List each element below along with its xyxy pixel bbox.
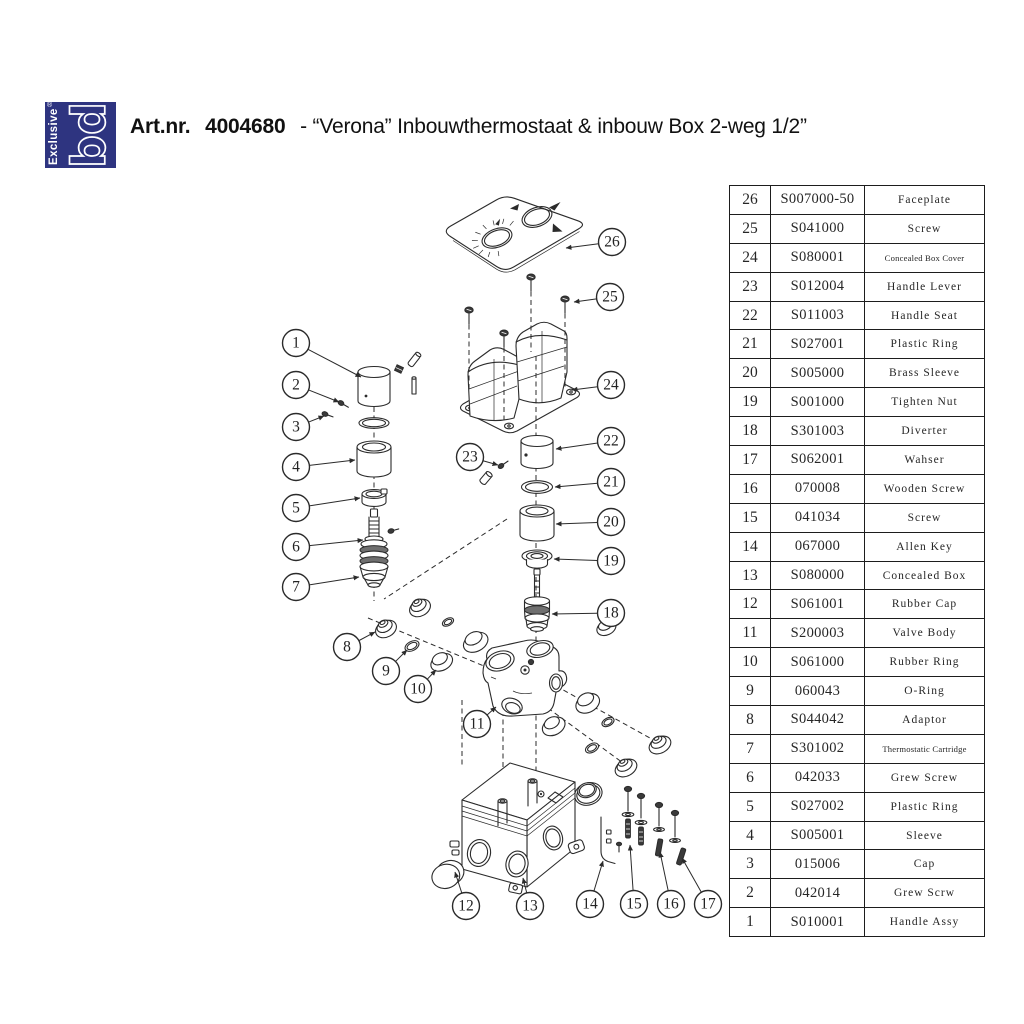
part-name-cell: Wahser xyxy=(904,453,945,466)
callout-6 xyxy=(283,534,364,561)
part-code-cell: S041000 xyxy=(771,215,865,243)
part-name-cell: Screw xyxy=(907,222,942,235)
callout-25 xyxy=(574,284,624,311)
part-code-cell: S044042 xyxy=(771,706,865,734)
part-code-cell: S200003 xyxy=(771,619,865,647)
callout-21 xyxy=(555,469,625,496)
item-number-cell: 15 xyxy=(730,504,771,532)
valve-body-drawing xyxy=(483,638,567,717)
svg-text:16: 16 xyxy=(663,895,679,913)
svg-text:18: 18 xyxy=(603,604,619,622)
svg-text:21: 21 xyxy=(603,473,619,491)
part-name-cell: Allen Key xyxy=(896,540,953,553)
callout-7 xyxy=(283,574,360,601)
svg-text:15: 15 xyxy=(626,895,642,913)
table-row xyxy=(730,619,984,648)
parts-list-table xyxy=(729,185,985,937)
callout-17 xyxy=(682,858,722,918)
part-name-cell: Tighten Nut xyxy=(891,396,958,409)
table-row xyxy=(730,504,984,533)
callout-19 xyxy=(554,548,625,575)
callout-26 xyxy=(566,229,626,256)
part-code-cell: 015006 xyxy=(771,850,865,878)
table-row xyxy=(730,793,984,822)
svg-text:3: 3 xyxy=(292,418,300,436)
svg-text:12: 12 xyxy=(458,897,474,915)
part-name-cell: Valve Body xyxy=(892,627,957,640)
svg-text:6: 6 xyxy=(292,538,300,556)
callout-11 xyxy=(464,707,497,738)
svg-text:11: 11 xyxy=(469,715,485,733)
item-number-cell: 2 xyxy=(730,879,771,907)
part-name-cell: Plastic Ring xyxy=(890,800,959,813)
part-code-cell: S080000 xyxy=(771,562,865,590)
svg-text:14: 14 xyxy=(582,895,598,913)
faceplate-drawing xyxy=(446,197,582,272)
table-row xyxy=(730,244,984,273)
part-code-cell: S007000-50 xyxy=(771,186,865,214)
part-code-cell: S301002 xyxy=(771,735,865,763)
part-name-cell: Sleeve xyxy=(906,829,943,842)
item-number-cell: 10 xyxy=(730,648,771,676)
item-number-cell: 22 xyxy=(730,302,771,330)
callout-23 xyxy=(457,444,499,471)
svg-text:22: 22 xyxy=(603,432,619,450)
callout-10 xyxy=(405,670,437,703)
registered-trademark-icon: ® xyxy=(47,102,53,109)
part-name-cell: Screw xyxy=(907,511,942,524)
callout-18 xyxy=(552,600,625,627)
part-code-cell: S027002 xyxy=(771,793,865,821)
callout-22 xyxy=(556,428,625,455)
handle-assembly-drawing xyxy=(321,351,421,587)
part-code-cell: S005000 xyxy=(771,359,865,387)
part-code-cell: 067000 xyxy=(771,533,865,561)
item-number-cell: 11 xyxy=(730,619,771,647)
part-name-cell: Plastic Ring xyxy=(890,338,959,351)
item-number-cell: 3 xyxy=(730,850,771,878)
svg-text:24: 24 xyxy=(603,376,619,394)
part-name-cell: Concealed Box Cover xyxy=(884,252,965,263)
item-number-cell: 21 xyxy=(730,330,771,358)
table-row xyxy=(730,706,984,735)
logo-letters: bd xyxy=(62,102,116,168)
table-row xyxy=(730,330,984,359)
item-number-cell: 26 xyxy=(730,186,771,214)
table-row xyxy=(730,388,984,417)
part-code-cell: S027001 xyxy=(771,330,865,358)
diverter-column-drawing xyxy=(479,436,554,632)
part-code-cell: 070008 xyxy=(771,475,865,503)
table-row xyxy=(730,908,984,936)
part-code-cell: 042033 xyxy=(771,764,865,792)
svg-text:13: 13 xyxy=(522,897,538,915)
part-name-cell: Grew Screw xyxy=(890,771,959,784)
art-number-value: 4004680 xyxy=(205,115,286,138)
svg-text:20: 20 xyxy=(603,513,619,531)
svg-text:25: 25 xyxy=(602,288,618,306)
table-row xyxy=(730,359,984,388)
callout-5 xyxy=(283,495,361,522)
item-number-cell: 23 xyxy=(730,273,771,301)
part-code-cell: S062001 xyxy=(771,446,865,474)
part-name-cell: Faceplate xyxy=(897,193,952,206)
table-row xyxy=(730,475,984,504)
svg-text:1: 1 xyxy=(292,334,300,352)
part-code-cell: S012004 xyxy=(771,273,865,301)
concealed-box-drawing xyxy=(429,763,586,894)
table-row xyxy=(730,879,984,908)
table-row xyxy=(730,677,984,706)
part-code-cell: 042014 xyxy=(771,879,865,907)
callout-4 xyxy=(283,454,356,481)
part-name-cell: Diverter xyxy=(901,425,948,438)
part-name-cell: Concealed Box xyxy=(882,569,967,582)
table-row xyxy=(730,446,984,475)
callout-14 xyxy=(577,861,604,918)
part-code-cell: S080001 xyxy=(771,244,865,272)
callout-3 xyxy=(283,414,325,441)
part-name-cell: Rubber Cap xyxy=(891,598,958,611)
item-number-cell: 6 xyxy=(730,764,771,792)
part-name-cell: O-Ring xyxy=(904,685,945,698)
table-row xyxy=(730,215,984,244)
svg-text:5: 5 xyxy=(292,499,300,517)
table-row xyxy=(730,764,984,793)
callout-8 xyxy=(334,632,376,661)
part-name-cell: Handle Lever xyxy=(887,280,962,293)
table-row xyxy=(730,417,984,446)
part-name-cell: Handle Seat xyxy=(891,309,958,322)
part-code-cell: S010001 xyxy=(771,908,865,936)
table-row xyxy=(730,302,984,331)
svg-text:8: 8 xyxy=(343,638,351,656)
item-number-cell: 20 xyxy=(730,359,771,387)
part-name-cell: Wooden Screw xyxy=(883,482,966,495)
part-name-cell: Rubber Ring xyxy=(889,656,960,669)
part-name-cell: Grew Scrw xyxy=(893,887,956,900)
callout-9 xyxy=(373,650,408,685)
part-code-cell: 041034 xyxy=(771,504,865,532)
table-row xyxy=(730,590,984,619)
item-number-cell: 7 xyxy=(730,735,771,763)
table-row xyxy=(730,273,984,302)
item-number-cell: 5 xyxy=(730,793,771,821)
table-row xyxy=(730,735,984,764)
part-name-cell: Handle Assy xyxy=(889,916,960,929)
svg-text:23: 23 xyxy=(462,448,478,466)
part-name-cell: Cap xyxy=(913,858,936,871)
part-name-cell: Adaptor xyxy=(902,713,947,726)
part-code-cell: S061000 xyxy=(771,648,865,676)
item-number-cell: 14 xyxy=(730,533,771,561)
svg-text:17: 17 xyxy=(700,895,716,913)
item-number-cell: 13 xyxy=(730,562,771,590)
svg-text:10: 10 xyxy=(410,680,426,698)
svg-text:26: 26 xyxy=(604,233,620,251)
dial-arrow-icon xyxy=(549,202,561,211)
item-number-cell: 1 xyxy=(730,908,771,936)
table-row xyxy=(730,562,984,591)
part-code-cell: S011003 xyxy=(771,302,865,330)
item-number-cell: 8 xyxy=(730,706,771,734)
item-number-cell: 9 xyxy=(730,677,771,705)
callout-15 xyxy=(621,845,648,918)
item-number-cell: 19 xyxy=(730,388,771,416)
item-number-cell: 12 xyxy=(730,590,771,618)
item-number-cell: 25 xyxy=(730,215,771,243)
svg-text:7: 7 xyxy=(292,578,300,596)
product-title: - “Verona” Inbouwthermostaat & inbouw Box 2-weg 1/2” xyxy=(300,115,807,138)
part-code-cell: 060043 xyxy=(771,677,865,705)
part-name-cell: Brass Sleeve xyxy=(888,367,961,380)
logo-tagline: Exclusive xyxy=(48,108,60,165)
svg-text:19: 19 xyxy=(603,552,619,570)
item-number-cell: 4 xyxy=(730,822,771,850)
table-row xyxy=(730,850,984,879)
svg-text:4: 4 xyxy=(292,458,300,476)
svg-text:2: 2 xyxy=(292,376,300,394)
callout-20 xyxy=(556,509,625,536)
item-number-cell: 16 xyxy=(730,475,771,503)
mounting-hardware-drawing xyxy=(601,786,686,865)
table-row xyxy=(730,648,984,677)
callout-2 xyxy=(283,372,340,403)
callout-1 xyxy=(283,330,362,378)
item-number-cell: 24 xyxy=(730,244,771,272)
part-code-cell: S005001 xyxy=(771,822,865,850)
part-code-cell: S061001 xyxy=(771,590,865,618)
svg-text:9: 9 xyxy=(382,662,390,680)
part-name-cell: Thermostatic Cartridge xyxy=(882,743,967,754)
item-number-cell: 18 xyxy=(730,417,771,445)
box-cover-drawing xyxy=(461,322,580,433)
part-code-cell: S301003 xyxy=(771,417,865,445)
table-row xyxy=(730,822,984,851)
part-code-cell: S001000 xyxy=(771,388,865,416)
art-number-label: Art.nr. xyxy=(130,115,191,138)
item-number-cell: 17 xyxy=(730,446,771,474)
table-row xyxy=(730,186,984,215)
table-row xyxy=(730,533,984,562)
